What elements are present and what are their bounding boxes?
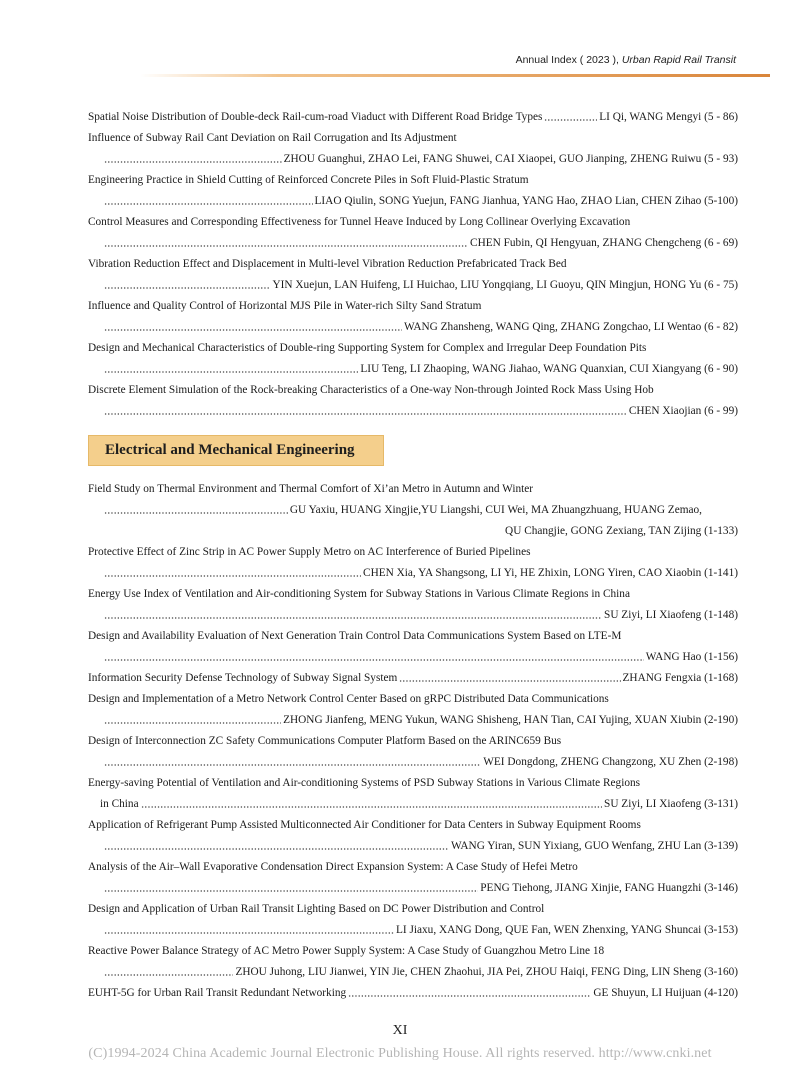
entry-authors-line (102, 881, 738, 895)
entry-authors-continued: QU Changjie, GONG Zexiang, TAN Zijing (1-133) (505, 525, 738, 537)
entry-authors: SU Ziyi, LI Xiaofeng (1-148) (604, 609, 738, 621)
entry-authors-line (102, 236, 738, 250)
index-entry (88, 671, 738, 685)
entry-authors-line (102, 965, 738, 979)
entry-title: Discrete Element Simulation of the Rock-breaking Characteristics of a One-way Non-through Jointed Rock Mass Using Hob (88, 384, 654, 396)
entry-authors-line (102, 152, 738, 166)
copyright-footer: (C)1994-2024 China Academic Journal Electronic Publishing House. All rights reserved. http://www.cnki.net (88, 1046, 712, 1061)
entry-title: Engineering Practice in Shield Cutting of Reinforced Concrete Piles in Soft Fluid-Plastic Stratum (88, 174, 529, 186)
index-entry (88, 110, 738, 124)
header-index-label: Annual Index ( 2023 ), (515, 54, 619, 66)
entry-authors: WANG Hao (1-156) (645, 651, 738, 663)
dot-leader (104, 617, 602, 619)
entry-authors: LI Jiaxu, XANG Dong, QUE Fan, WEN Zhenxing, YANG Shuncai (3-153) (396, 924, 738, 936)
entry-title: Analysis of the Air–Wall Evaporative Condensation Direct Expansion System: A Case Study of Hefei Metro (88, 861, 578, 873)
entry-authors: ZHOU Guanghui, ZHAO Lei, FANG Shuwei, CAI Xiaopei, GUO Jianping, ZHENG Ruiwu (5 - 93) (283, 153, 738, 165)
entry-authors: SU Ziyi, LI Xiaofeng (3-131) (604, 798, 738, 810)
dot-leader (104, 245, 468, 247)
index-entry (88, 986, 738, 1000)
entry-title: Vibration Reduction Effect and Displacement in Multi-level Vibration Reduction Prefabricated Track Bed (88, 258, 567, 270)
dot-leader (104, 203, 313, 205)
entry-title: Design and Availability Evaluation of Next Generation Train Control Data Communications System Based on LTE-M (88, 630, 622, 642)
dot-leader (104, 371, 358, 373)
entry-title: Influence of Subway Rail Cant Deviation on Rail Corrugation and Its Adjustment (88, 132, 457, 144)
entry-authors-line (102, 713, 738, 727)
section-heading: Electrical and Mechanical Engineering (88, 435, 384, 466)
entry-title-continued: in China (100, 798, 139, 810)
entry-authors-line (102, 362, 738, 376)
entry-title: Control Measures and Corresponding Effectiveness for Tunnel Heave Induced by Long Collinear Overlying Excavation (88, 216, 631, 228)
dot-leader (104, 287, 270, 289)
entry-authors-line (102, 320, 738, 334)
entry-title: Protective Effect of Zinc Strip in AC Power Supply Metro on AC Interference of Buried Pipelines (88, 546, 531, 558)
dot-leader (104, 974, 233, 976)
dot-leader (544, 119, 597, 121)
entry-authors: LIU Teng, LI Zhaoping, WANG Jiahao, WANG Quanxian, CUI Xiangyang (6 - 90) (360, 363, 738, 375)
entry-authors-line (102, 503, 702, 517)
dot-leader (104, 413, 627, 415)
entry-title: Design and Application of Urban Rail Transit Lighting Based on DC Power Distribution and Control (88, 903, 545, 915)
entry-authors: CHEN Xiaojian (6 - 99) (628, 405, 738, 417)
entry-title: Application of Refrigerant Pump Assisted Multiconnected Air Conditioner for Data Centers in Subway Equipment Rooms (88, 819, 641, 831)
entry-title: Field Study on Thermal Environment and Thermal Comfort of Xi’an Metro in Autumn and Winter (88, 483, 534, 495)
dot-leader (104, 932, 394, 934)
dot-leader (104, 161, 282, 163)
entry-authors-line (102, 404, 738, 418)
entry-authors: GU Yaxiu, HUANG Xingjie,YU Liangshi, CUI Wei, MA Zhuangzhuang, HUANG Zemao, (289, 504, 702, 516)
entry-authors: ZHANG Fengxia (1-168) (622, 672, 738, 684)
dot-leader (104, 848, 449, 850)
entry-authors: CHEN Xia, YA Shangsong, LI Yi, HE Zhixin, LONG Yiren, CAO Xiaobin (1-141) (363, 567, 738, 579)
entry-title: Design and Implementation of a Metro Network Control Center Based on gRPC Distributed Data Communications (88, 693, 609, 705)
entry-authors-line (102, 194, 738, 208)
page-number: XI (392, 1023, 408, 1038)
entry-authors-line (102, 755, 738, 769)
entry-authors-line (102, 923, 738, 937)
entry-authors: ZHOU Juhong, LIU Jianwei, YIN Jie, CHEN Zhaohui, JIA Pei, ZHOU Haiqi, FENG Ding, LIN Sheng (3-160) (235, 966, 738, 978)
entry-title: Design of Interconnection ZC Safety Communications Computer Platform Based on the ARINC659 Bus (88, 735, 562, 747)
header-rule (140, 74, 770, 77)
entry-authors: WANG Yiran, SUN Yixiang, GUO Wenfang, ZHU Lan (3-139) (450, 840, 738, 852)
dot-leader (104, 722, 281, 724)
entry-authors: LI Qi, WANG Mengyi (5 - 86) (599, 111, 738, 123)
entry-authors: LIAO Qiulin, SONG Yuejun, FANG Jianhua, YANG Hao, ZHAO Lian, CHEN Zihao (5-100) (314, 195, 738, 207)
entry-title: EUHT-5G for Urban Rail Transit Redundant Networking (88, 987, 347, 999)
entry-title: Energy Use Index of Ventilation and Air-conditioning System for Subway Stations in Various Climate Regions in China (88, 588, 630, 600)
entry-title: Influence and Quality Control of Horizontal MJS Pile in Water-rich Silty Sand Stratum (88, 300, 482, 312)
entry-title: Spatial Noise Distribution of Double-deck Rail-cum-road Viaduct with Different Road Bridge Types (88, 111, 543, 123)
entry-authors-line (102, 278, 738, 292)
header-journal-name: Urban Rapid Rail Transit (621, 54, 736, 66)
dot-leader (104, 659, 644, 661)
dot-leader (104, 890, 478, 892)
entry-title: Reactive Power Balance Strategy of AC Metro Power Supply System: A Case Study of Guangzhou Metro Line 18 (88, 945, 605, 957)
dot-leader (104, 764, 481, 766)
entry-title: Design and Mechanical Characteristics of Double-ring Supporting System for Complex and Irregular Deep Foundation Pits (88, 342, 647, 354)
entry-authors-line (102, 608, 738, 622)
entry-authors: WANG Zhansheng, WANG Qing, ZHANG Zongchao, LI Wentao (6 - 82) (403, 321, 738, 333)
entry-authors-line (102, 566, 738, 580)
dot-leader (104, 329, 402, 331)
entry-authors-line (102, 839, 738, 853)
dot-leader (104, 512, 288, 514)
entry-authors-line (100, 797, 738, 811)
entry-authors: ZHONG Jianfeng, MENG Yukun, WANG Shisheng, HAN Tian, CAI Yujing, XUAN Xiubin (2-190) (283, 714, 738, 726)
entry-authors-line (102, 650, 738, 664)
entry-title: Energy-saving Potential of Ventilation and Air-conditioning Systems of PSD Subway Stations in Various Climate Regions (88, 777, 641, 789)
dot-leader (141, 806, 602, 808)
entry-authors: CHEN Fubin, QI Hengyuan, ZHANG Chengcheng (6 - 69) (470, 237, 738, 249)
entry-authors: YIN Xuejun, LAN Huifeng, LI Huichao, LIU Yongqiang, LI Guoyu, QIN Mingjun, HONG Yu (6 - 75) (272, 279, 738, 291)
entry-authors: PENG Tiehong, JIANG Xinjie, FANG Huangzhi (3-146) (480, 882, 738, 894)
entry-authors: GE Shuyun, LI Huijuan (4-120) (593, 987, 738, 999)
entry-authors: WEI Dongdong, ZHENG Changzong, XU Zhen (2-198) (483, 756, 738, 768)
dot-leader (348, 995, 591, 997)
running-header (516, 54, 736, 66)
entry-title: Information Security Defense Technology of Subway Signal System (88, 672, 398, 684)
dot-leader (104, 575, 361, 577)
dot-leader (399, 680, 620, 682)
